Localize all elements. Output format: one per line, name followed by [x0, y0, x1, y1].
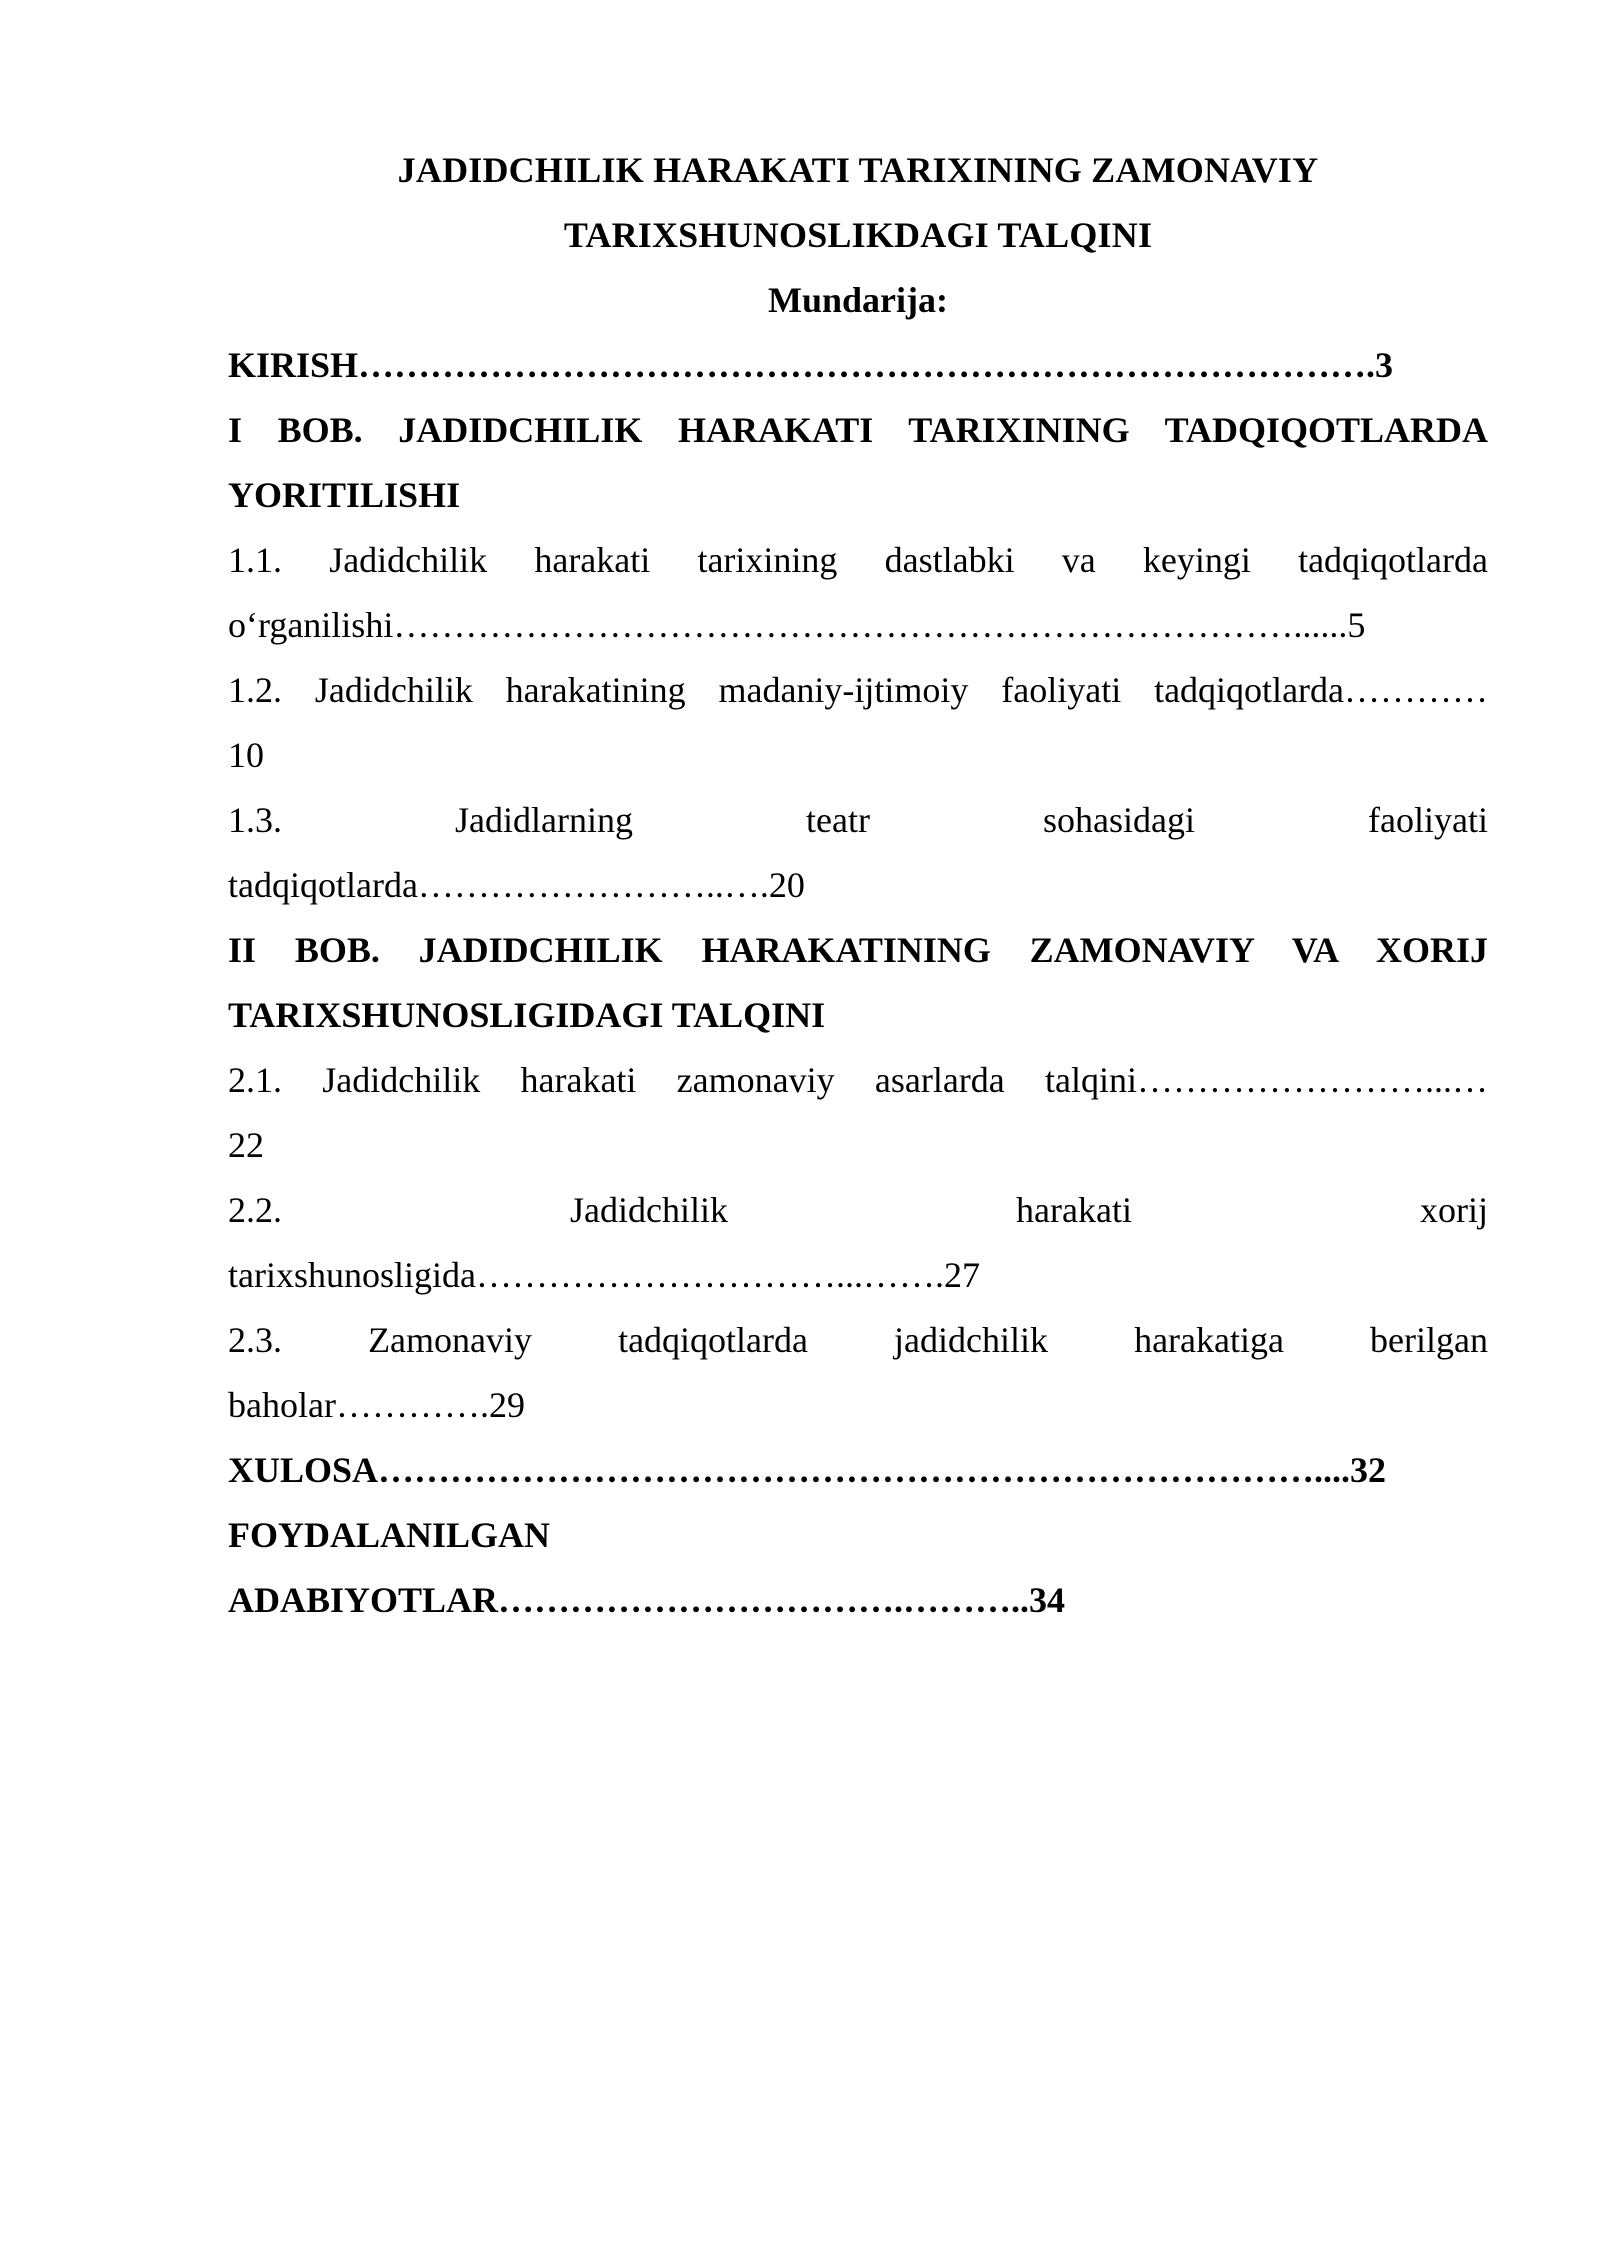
document-title-line-1: JADIDCHILIK HARAKATI TARIXINING ZAMONAVIY [397, 150, 1319, 190]
toc-section-title: Jadidlarning teatr sohasidagi faoliyati [455, 800, 1488, 840]
document-title-line-2: TARIXSHUNOSLIKDAGI TALQINI [563, 215, 1153, 255]
contents-heading: Mundarija: [768, 280, 948, 320]
toc-section-1-2-line-1 [228, 658, 1488, 723]
toc-chapter-1-line-1: I BOB. JADIDCHILIK HARAKATI TARIXINING TADQIQOTLARDA [228, 410, 1488, 450]
toc-chapter-2-line-1: II BOB. JADIDCHILIK HARAKATINING ZAMONAVIY VA XORIJ [228, 930, 1488, 970]
toc-section-title: Jadidchilik harakati tarixining dastlabki va keyingi tadqiqotlarda [329, 540, 1488, 580]
toc-section-title: Jadidchilik harakati xorij [570, 1190, 1488, 1230]
toc-section-1-1-line-2: o‘rganilishi…………………………………………………………………......5 [228, 605, 1366, 645]
toc-section-2-1-line-2: 22 [228, 1125, 264, 1165]
toc-section-number: 1.1. [228, 540, 282, 580]
toc-section-2-2-line-2: tarixshunosligida…………………………...…….27 [228, 1255, 980, 1295]
toc-section-2-1-line-1 [228, 1048, 1488, 1113]
toc-section-1-2-line-2: 10 [228, 735, 264, 775]
toc-section-number: 1.3. [228, 800, 282, 840]
toc-section-2-3-line-1 [228, 1308, 1488, 1373]
toc-section-number: 2.3. [228, 1320, 282, 1360]
toc-chapter-1-line-2: YORITILISHI [228, 475, 461, 515]
toc-entry-xulosa: XULOSA……………………………………………………………………....32 [228, 1450, 1387, 1490]
toc-section-number: 1.2. [228, 670, 282, 710]
toc-entry-adabiyotlar: ADABIYOTLAR…………………………….………..34 [228, 1580, 1066, 1620]
toc-section-2-3-line-2: baholar………….29 [228, 1385, 525, 1425]
document-page [228, 138, 1488, 1633]
toc-section-number: 2.2. [228, 1190, 282, 1230]
toc-section-title: Jadidchilik harakatining madaniy-ijtimoiy faoliyati tadqiqotlarda………… [314, 670, 1488, 710]
toc-section-2-2-line-1 [228, 1178, 1488, 1243]
toc-section-1-3-line-2: tadqiqotlarda……………………..….20 [228, 865, 805, 905]
toc-entry-foydalanilgan: FOYDALANILGAN [228, 1515, 551, 1555]
toc-section-title: Zamonaviy tadqiqotlarda jadidchilik harakatiga berilgan [368, 1320, 1488, 1360]
toc-section-number: 2.1. [228, 1060, 282, 1100]
toc-section-1-1-line-1 [228, 528, 1488, 593]
toc-section-title: Jadidchilik harakati zamonaviy asarlarda talqini……………………...… [322, 1060, 1488, 1100]
toc-entry-kirish: KIRISH………………………………………………………………………….3 [228, 345, 1394, 385]
toc-section-1-3-line-1 [228, 788, 1488, 853]
toc-chapter-2-line-2: TARIXSHUNOSLIGIDAGI TALQINI [228, 995, 826, 1035]
